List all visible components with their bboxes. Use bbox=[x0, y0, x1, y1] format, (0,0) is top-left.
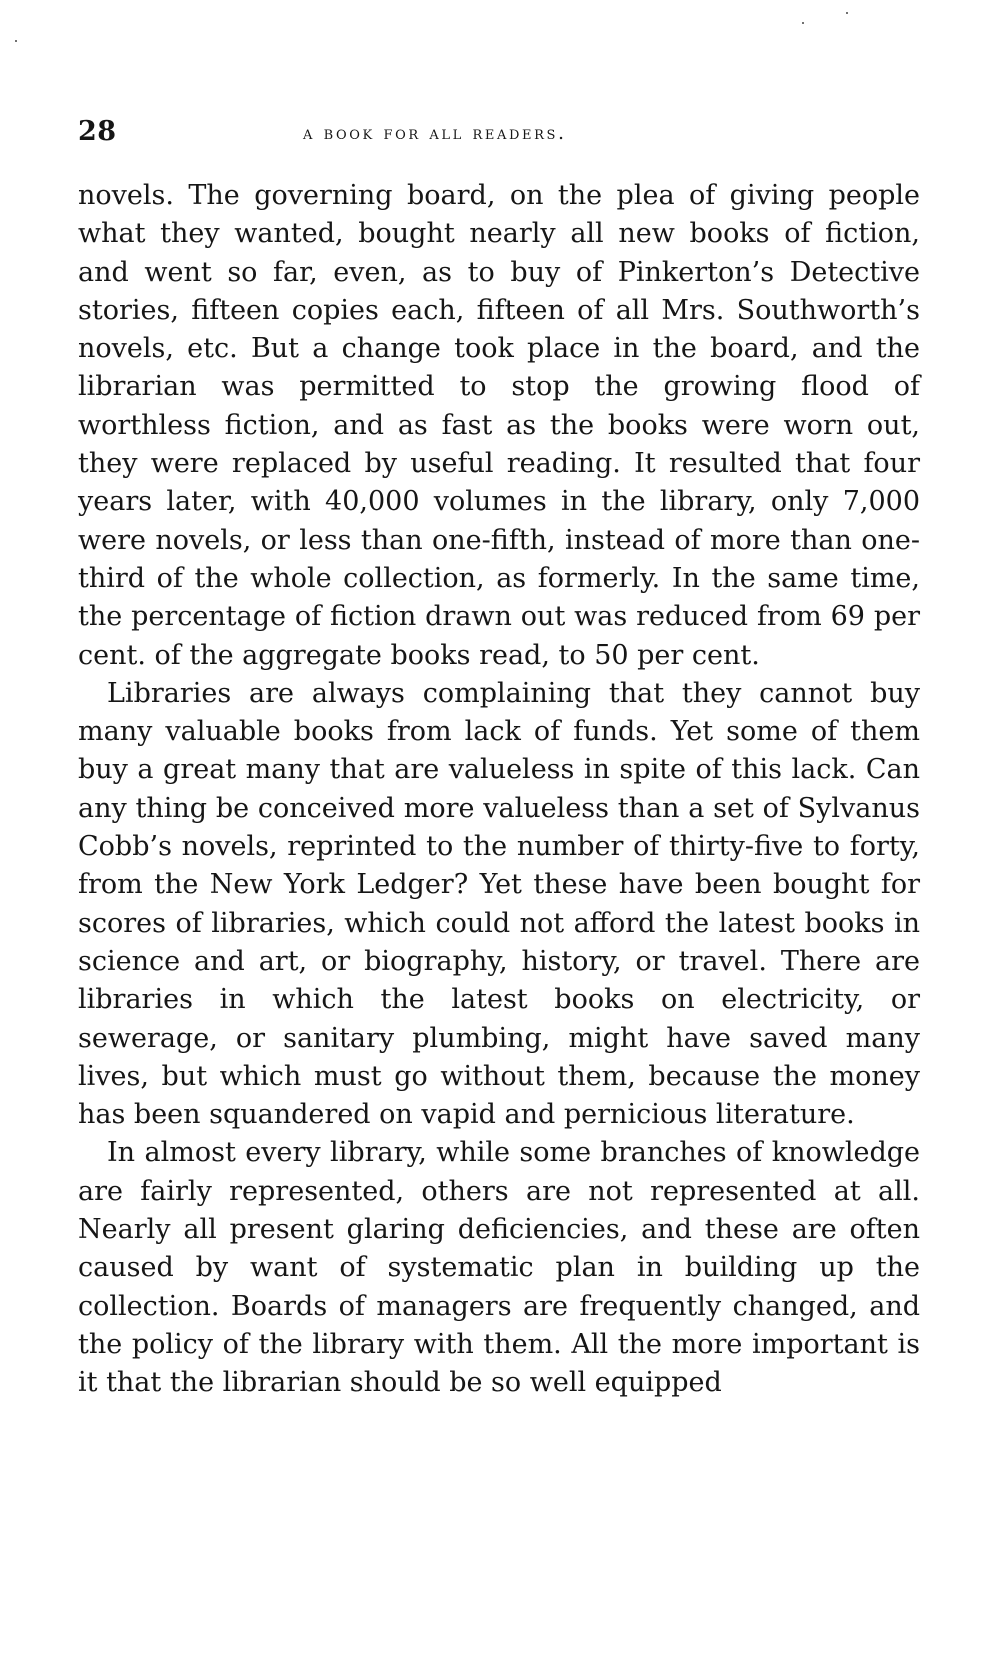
paragraph-systematic-plan: In almost every library, while some branches of knowledge are fairly represented, others are not represented at all. Nearly all present glaring deficiencies, and these are often caused by want of systematic plan in building up the collection. Boards of managers are frequently changed, and the policy of the library with them. All the more important is it that the librarian should be so well equipped bbox=[78, 1137, 920, 1399]
paragraph-continued: novels. The governing board, on the plea of giving people what they wanted, bought nearly all new books of fiction, and went so far, even, as to buy of Pinkerton’s Detective stories, fifteen copies each, fifteen of all Mrs. Southworth’s novels, etc. But a change took place in the board, and the librarian was permitted to stop the growing flood of worthless fiction, and as fast as the books were worn out, they were replaced by useful reading. It resulted that four years later, with 40,000 volumes in the library, only 7,000 were novels, or less than one-fifth, instead of more than one-third of the whole collection, as formerly. In the same time, the percentage of fiction drawn out was reduced from 69 per cent. of the aggregate books read, to 50 per cent. bbox=[78, 180, 920, 671]
page-speck bbox=[802, 22, 804, 24]
body-text bbox=[78, 177, 920, 1403]
page-speck bbox=[15, 40, 17, 42]
paragraph-libraries-funds: Libraries are always complaining that they cannot buy many valuable books from lack of funds. Yet some of them buy a great many that are valueless in spite of this lack. Can any thing be conceived more valueless than a set of Sylvanus Cobb’s novels, reprinted to the number of thirty-five to forty, from the New York Ledger? Yet these have been bought for scores of libraries, which could not afford the latest books in science and art, or biography, history, or travel. There are libraries in which the latest books on electricity, or sewerage, or sanitary plumbing, might have saved many lives, but which must go without them, because the money has been squandered on vapid and pernicious literature. bbox=[78, 677, 920, 1131]
running-title: a book for all readers. bbox=[303, 122, 567, 144]
page-speck bbox=[846, 12, 848, 14]
page-number: 28 bbox=[78, 116, 117, 147]
page-header bbox=[78, 116, 920, 156]
